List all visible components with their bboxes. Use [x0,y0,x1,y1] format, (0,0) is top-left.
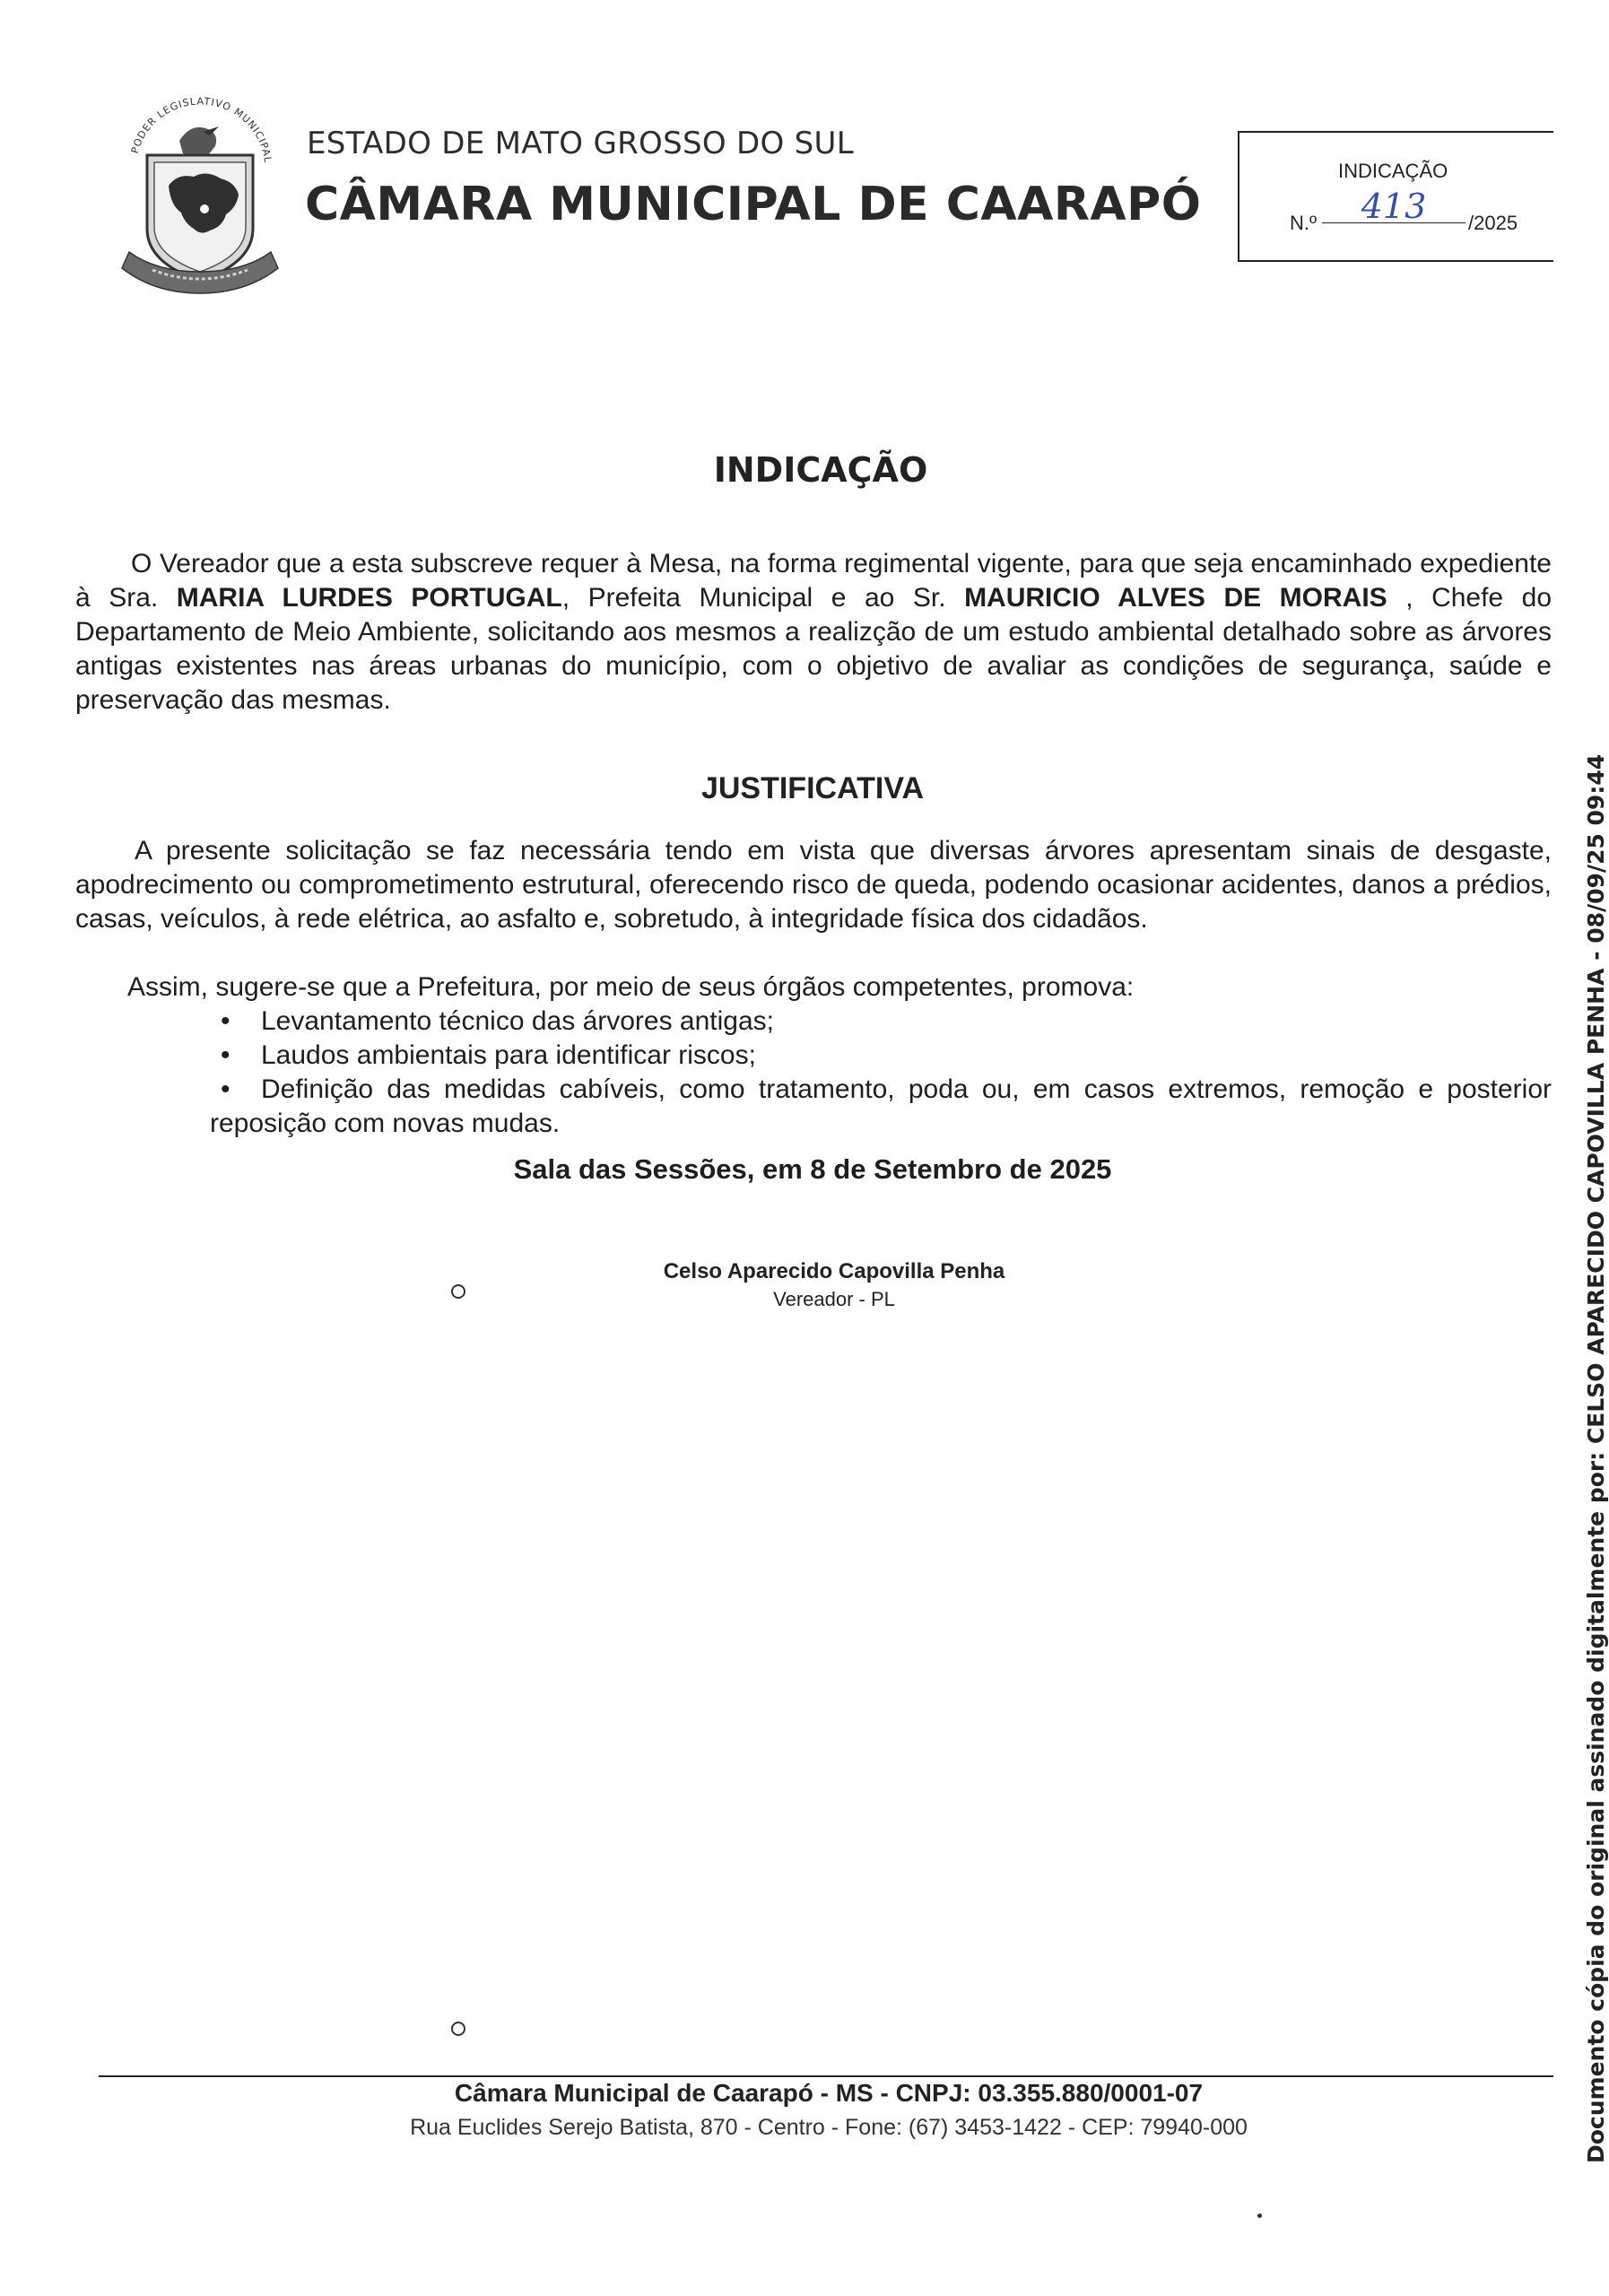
department-head-name: MAURICIO ALVES DE MORAIS [964,583,1387,613]
handwritten-number: 413 [1322,187,1465,223]
mayor-name: MARIA LURDES PORTUGAL [176,583,562,613]
justification-title: JUSTIFICATIVA [700,771,925,805]
list-item: • Laudos ambientais para identificar riscos; [221,1040,756,1070]
list-item: • Levantamento técnico das árvores antigas; [221,1006,775,1036]
request-paragraph: O Vereador que a esta subscreve requer à Mesa, na forma regimental vigente, para que seja encaminhado expediente à Sra. MARIA LURDES PORTUGAL, Prefeita Municipal e ao Sr. MAURICIO ALVES DE MORAIS , Chefe do Departamento de Meio Ambiente, solicitando aos mesmos a realizção de um estudo ambiental detalhado sobre as árvores antigas existentes nas áreas urbanas do município, com o objetivo de avaliar as condições de segurança, saúde e preservação das mesmas. [75,549,1552,715]
indication-number-box [1238,131,1553,262]
state-name: ESTADO DE MATO GROSSO DO SUL [307,126,854,161]
municipal-seal-logo [117,76,283,296]
number-prefix: N.º [1290,212,1318,234]
justification-paragraph: A presente solicitação se faz necessária tendo em vista que diversas árvores apresentam sinais de desgaste, apodrecimento ou comprometimento estrutural, oferecendo risco de queda, podendo ocasionar acidentes, danos a prédios, casas, veículos, à rede elétrica, ao asfalto e, sobretudo, à integridade física dos cidadãos. [75,836,1552,934]
signer-name: Celso Aparecido Capovilla Penha [663,1259,1005,1283]
document-title: INDICAÇÃO [713,450,928,490]
punch-hole-mark [451,2022,465,2036]
suggestion-list [210,1004,1555,1141]
punch-hole-mark [451,1284,465,1299]
year-suffix: /2025 [1468,212,1518,234]
suggestion-paragraph: Assim, sugere-se que a Prefeitura, por meio de seus órgãos competentes, promova: [127,972,1135,1002]
signer-role: Vereador - PL [773,1288,895,1310]
list-item: • Definição das medidas cabíveis, como tratamento, poda ou, em casos extremos, remoção e posterior reposição com novas mudas. [210,1074,1552,1138]
indication-box-label: INDICAÇÃO [1338,160,1448,182]
footer-divider [99,2075,1553,2077]
scan-speck [1257,2213,1262,2218]
footer-chamber-cnpj: Câmara Municipal de Caarapó - MS - CNPJ: 03.355.880/0001-07 [454,2079,1204,2107]
svg-text:PODER LEGISLATIVO MUNICIPAL: PODER LEGISLATIVO MUNICIPAL [128,95,274,164]
chamber-name: CÂMARA MUNICIPAL DE CAARAPÓ [305,178,1202,231]
digital-signature-stamp: Documento cópia do original assinado digitalmente por: CELSO APARECIDO CAPOVILLA PENHA - 08/09/25 09:44 [1583,753,1609,2163]
footer-address: Rua Euclides Serejo Batista, 870 - Centro - Fone: (67) 3453-1422 - CEP: 79940-000 [410,2115,1248,2140]
session-date-line: Sala das Sessões, em 8 de Setembro de 2025 [513,1153,1112,1185]
